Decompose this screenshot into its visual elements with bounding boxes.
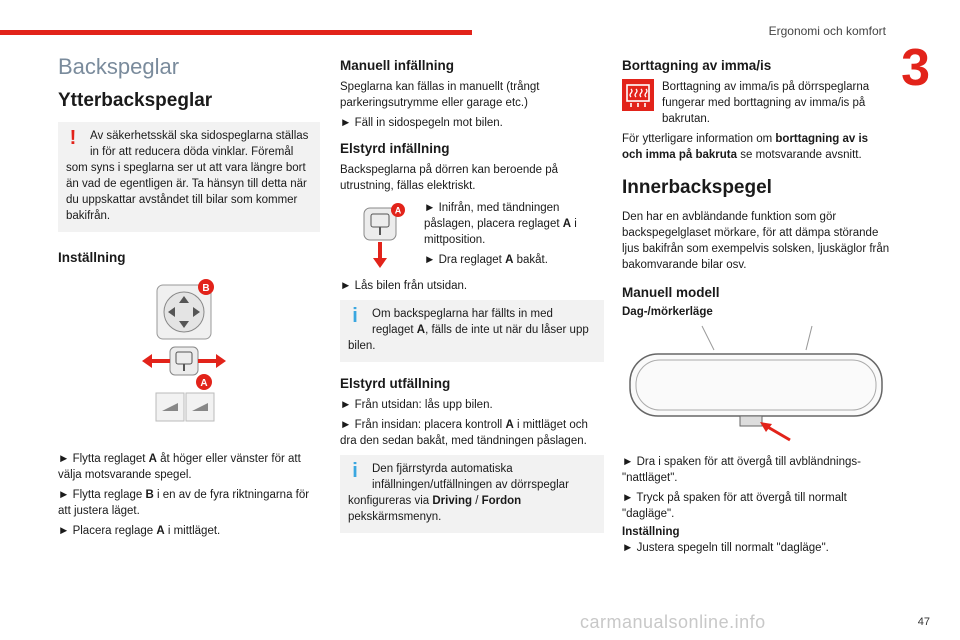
info-note-remote: i Den fjärrstyrda automatiska infällningen/utfällningen av dörrspeglar konfigureras via Driving / Fordon pekskärmsmenyn.	[340, 455, 604, 533]
electric-fold-step-2: ► Dra reglaget A bakåt.	[424, 254, 548, 266]
label-a: A	[394, 205, 402, 216]
manual-fold-text: Speglarna kan fällas in manuellt (trångt parkeringsutrymme eller garage etc.)	[340, 81, 540, 109]
lock-step: ► Lås bilen från utsidan.	[340, 280, 468, 292]
electric-fold-steps	[424, 200, 604, 272]
unfold-step-2: ► Från insidan: placera kontroll A i mittläget och dra den sedan bakåt, med tändningen påslagen.	[340, 419, 588, 447]
section-title: Backspeglar	[58, 54, 180, 79]
mirror-control-illustration	[58, 275, 320, 433]
page-number: 47	[917, 616, 930, 628]
step-1: ► Flytta reglaget A åt höger eller vänster för att välja motsvarande spegel.	[58, 453, 301, 481]
column-right	[622, 54, 890, 560]
rear-mirror-illustration	[622, 324, 890, 442]
chapter-number: 3	[901, 39, 930, 97]
watermark: carmanualsonline.info	[580, 612, 766, 632]
heading-manual-model: Manuell modell	[622, 285, 720, 300]
heading-defrost: Borttagning av imma/is	[622, 58, 772, 73]
info-icon: i	[352, 305, 358, 327]
heading-inner-adjust: Inställning	[622, 526, 680, 538]
inner-mirror-text: Den har en avbländande funktion som gör backspegelglaset mörkare, för att dämpa störande ljus bakifrån som exempelvis solsken, ljuskäglor från bakomvarande bilar osv.	[622, 211, 890, 271]
inner-step-3: ► Justera spegeln till normalt "dagläge".	[622, 542, 829, 554]
defrost-text: Borttagning av imma/is på dörrspeglarna fungerar med borttagning av imma/is på bakrutan.	[662, 81, 870, 125]
defrost-more: För ytterligare information om borttagning av is och imma på bakruta se motsvarande avsnitt.	[622, 133, 869, 161]
rear-mirror-figure	[622, 324, 890, 442]
heading-adjustment: Inställning	[58, 250, 126, 265]
electric-fold-figure	[340, 200, 604, 272]
warning-note	[58, 122, 320, 232]
inner-step-1: ► Dra i spaken för att övergå till avbländnings-"nattläget".	[622, 456, 861, 484]
warning-icon: !	[69, 127, 77, 149]
electric-fold-step-1: ► Inifrån, med tändningen påslagen, placera reglaget A i mittposition.	[424, 202, 577, 246]
step-2: ► Flytta reglage B i en av de fyra riktningarna för att justera läget.	[58, 489, 310, 517]
warning-text: Av säkerhetsskäl ska sidospeglarna ställas in för att reducera döda vinklar. Föremål som syns i speglarna ser ut att vara längre bort än vad de egentligen är. Ta hänsyn till detta när du uppskattar avståndet till bilar som kommer bakifrån.	[66, 130, 309, 222]
electric-fold-text: Backspeglarna på dörren kan beroende på utrustning, fällas elektriskt.	[340, 164, 559, 192]
heading-inner-mirror: Innerbackspegel	[622, 177, 772, 198]
fold-control-icon	[350, 202, 412, 272]
label-a: A	[200, 378, 208, 389]
manual-fold-step: ► Fäll in sidospegeln mot bilen.	[340, 117, 503, 129]
adjust-steps	[58, 451, 320, 539]
heading-outer-mirrors: Ytterbackspeglar	[58, 90, 213, 111]
column-left	[58, 54, 320, 543]
info-icon: i	[352, 460, 358, 482]
step-3: ► Placera reglage A i mittläget.	[58, 525, 221, 537]
info-note-fold: i Om backspeglarna har fällts in med reglaget A, fälls de inte ut när du låser upp bilen.	[340, 300, 604, 362]
defrost-icon	[622, 79, 654, 111]
chapter-title: Ergonomi och komfort	[768, 24, 886, 38]
unfold-step-1: ► Från utsidan: lås upp bilen.	[340, 399, 493, 411]
column-middle	[340, 54, 604, 543]
top-red-bar	[0, 30, 472, 35]
heading-day-night: Dag-/mörkerläge	[622, 306, 713, 318]
label-b: B	[202, 283, 210, 294]
heading-manual-fold: Manuell infällning	[340, 58, 454, 73]
heading-electric-unfold: Elstyrd utfällning	[340, 376, 451, 391]
defrost-block	[622, 79, 890, 131]
mirror-control-figure	[58, 275, 320, 433]
inner-step-2: ► Tryck på spaken för att övergå till normalt "dagläge".	[622, 492, 847, 520]
heading-electric-fold: Elstyrd infällning	[340, 141, 450, 156]
